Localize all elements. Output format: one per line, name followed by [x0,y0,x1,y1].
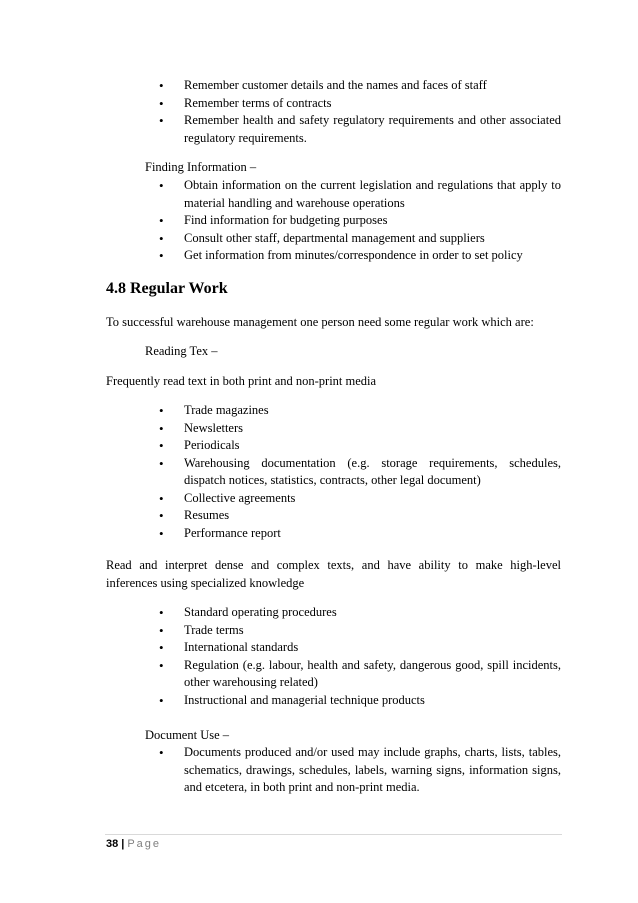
finding-information-list [157,177,561,265]
list-item: • Trade magazines [157,402,561,420]
list-item: • Collective agreements [157,490,561,508]
list-item: • Standard operating procedures [157,604,561,622]
list-item: • Warehousing documentation (e.g. storage requirements, schedules, dispatch notices, statistics, contracts, other legal document) [157,455,561,490]
document-use-label: Document Use – [145,728,230,742]
intro-paragraph: To successful warehouse management one person need some regular work which are: [106,315,534,329]
list-item: • Performance report [157,525,561,543]
reading-intro-paragraph: Frequently read text in both print and non-print media [106,374,377,388]
reading-list [157,402,561,542]
memory-list [157,77,561,147]
list-item: • Remember health and safety regulatory requirements and other associated regulatory requirements. [157,112,561,147]
list-item: • Documents produced and/or used may include graphs, charts, lists, tables, schematics, drawings, schedules, labels, warning signs, information signs, and etcetera, in both print and non-print media. [157,744,561,797]
list-item: • Instructional and managerial technique products [157,692,561,710]
list-item: • Newsletters [157,420,561,438]
page-number: 38 [106,838,119,850]
list-item: • Remember terms of contracts [157,95,561,113]
page-word: Page [127,838,162,850]
list-item: • Regulation (e.g. labour, health and safety, dangerous good, spill incidents, other warehousing related) [157,657,561,692]
list-item: • Remember customer details and the names and faces of staff [157,77,561,95]
list-item: • Get information from minutes/correspondence in order to set policy [157,247,561,265]
list-item: • Trade terms [157,622,561,640]
reading-text-label: Reading Tex – [145,344,218,358]
interpret-list [157,604,561,709]
list-item: • International standards [157,639,561,657]
list-item: • Consult other staff, departmental management and suppliers [157,230,561,248]
footer-separator: | [121,838,125,850]
list-item: • Find information for budgeting purposes [157,212,561,230]
list-item: • Obtain information on the current legislation and regulations that apply to material handling and warehouse operations [157,177,561,212]
page-footer [106,838,161,850]
document-use-list [157,744,561,797]
list-item: • Periodicals [157,437,561,455]
footer-divider [105,834,562,835]
list-item: • Resumes [157,507,561,525]
section-heading: 4.8 Regular Work [106,280,228,297]
interpret-paragraph: Read and interpret dense and complex texts, and have ability to make high-level inferences using specialized knowledge [106,558,561,590]
finding-information-label: Finding Information – [145,160,257,174]
